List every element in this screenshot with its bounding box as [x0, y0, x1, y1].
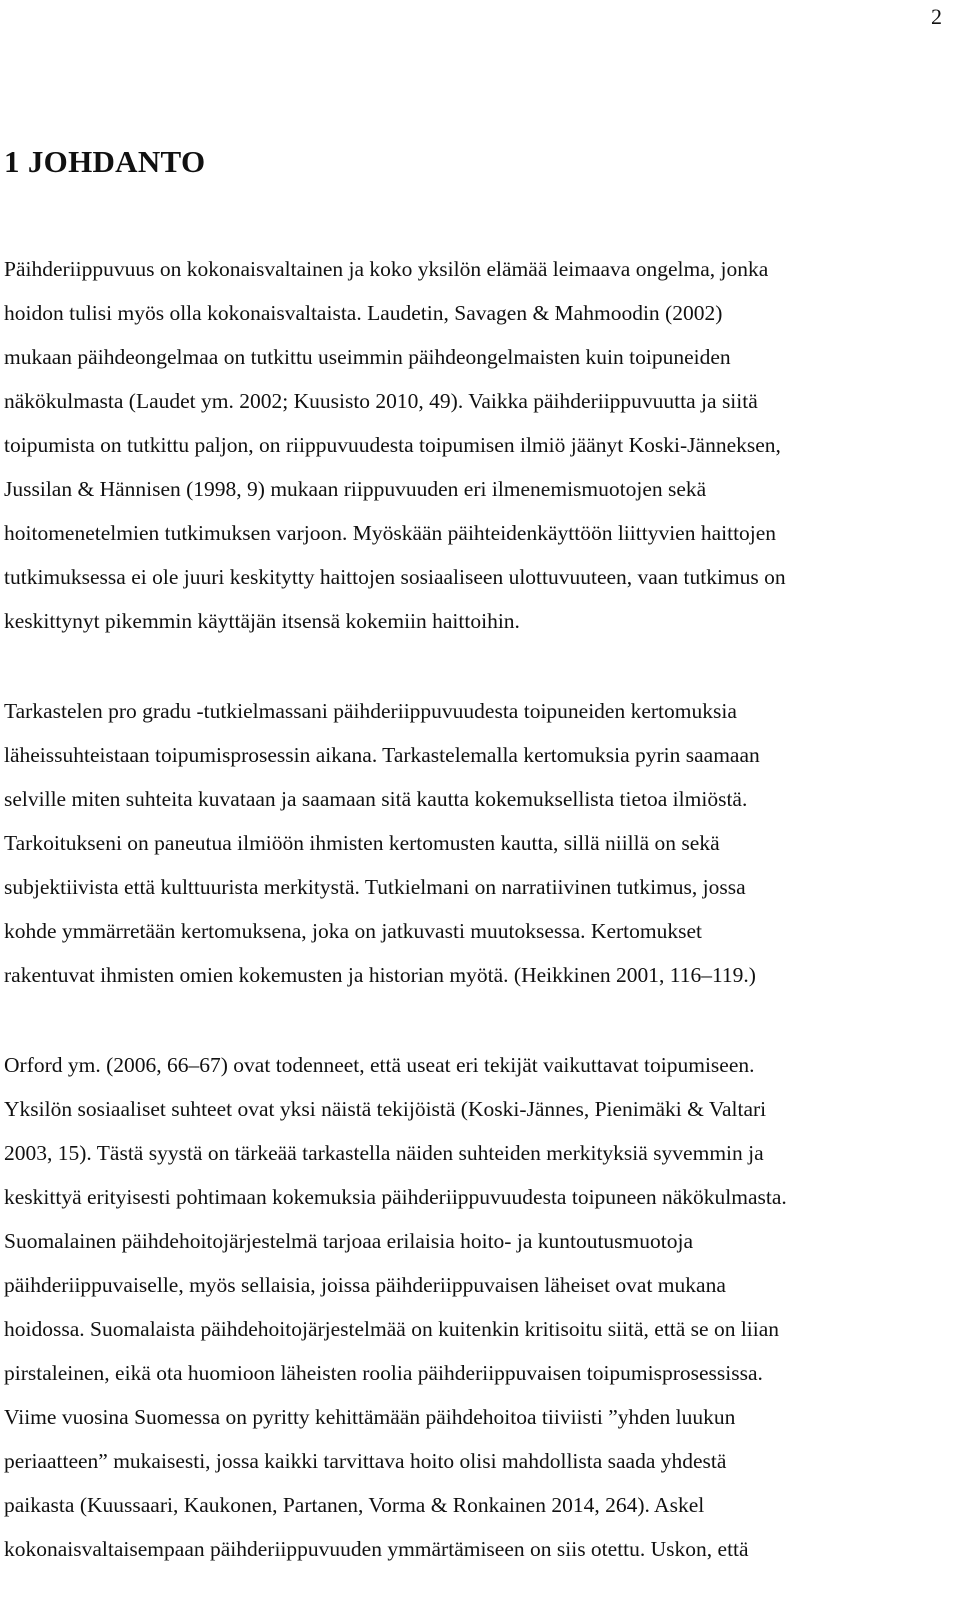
text-line: mukaan päihdeongelmaa on tutkittu useimmin päihdeongelmaisten kuin toipuneiden: [4, 345, 731, 369]
text-line: Orford ym. (2006, 66–67) ovat todenneet, että useat eri tekijät vaikuttavat toipumiseen.: [4, 1053, 755, 1077]
text-line: kohde ymmärretään kertomuksena, joka on jatkuvasti muutoksessa. Kertomukset: [4, 919, 702, 943]
text-line: hoidon tulisi myös olla kokonaisvaltaista. Laudetin, Savagen & Mahmoodin (2002): [4, 301, 723, 325]
text-line: kokonaisvaltaisempaan päihderiippuvuuden ymmärtämiseen on siis otettu. Uskon, että: [4, 1537, 749, 1561]
text-line: Suomalainen päihdehoitojärjestelmä tarjoaa erilaisia hoito- ja kuntoutusmuotoja: [4, 1229, 694, 1253]
text-line: keskittynyt pikemmin käyttäjän itsensä kokemiin haittoihin.: [4, 609, 520, 633]
text-line: läheissuhteistaan toipumisprosessin aikana. Tarkastelemalla kertomuksia pyrin saamaan: [4, 743, 760, 767]
paragraph-1: [4, 247, 909, 643]
text-line: keskittyä erityisesti pohtimaan kokemuksia päihderiippuvuudesta toipuneen näkökulmasta.: [4, 1185, 787, 1209]
paragraph-2: [4, 689, 909, 997]
text-line: Tarkoitukseni on paneutua ilmiöön ihmisten kertomusten kautta, sillä niillä on sekä: [4, 831, 720, 855]
paragraph-3: [4, 1043, 909, 1571]
text-line: periaatteen” mukaisesti, jossa kaikki tarvittava hoito olisi mahdollista saada yhdestä: [4, 1449, 727, 1473]
text-line: 2003, 15). Tästä syystä on tärkeää tarkastella näiden suhteiden merkityksiä syvemmin ja: [4, 1141, 764, 1165]
text-line: hoitomenetelmien tutkimuksen varjoon. Myöskään päihteidenkäyttöön liittyvien haittojen: [4, 521, 777, 545]
text-line: Tarkastelen pro gradu -tutkielmassani päihderiippuvuudesta toipuneiden kertomuksia: [4, 699, 737, 723]
text-line: Päihderiippuvuus on kokonaisvaltainen ja koko yksilön elämää leimaava ongelma, jonka: [4, 257, 769, 281]
text-line: näkökulmasta (Laudet ym. 2002; Kuusisto 2010, 49). Vaikka päihderiippuvuutta ja siitä: [4, 389, 758, 413]
text-line: Yksilön sosiaaliset suhteet ovat yksi näistä tekijöistä (Koski-Jännes, Pienimäki & Valtari: [4, 1097, 767, 1121]
text-line: paikasta (Kuussaari, Kaukonen, Partanen, Vorma & Ronkainen 2014, 264). Askel: [4, 1493, 705, 1517]
text-line: päihderiippuvaiselle, myös sellaisia, joissa päihderiippuvaisen läheiset ovat mukana: [4, 1273, 726, 1297]
text-line: pirstaleinen, eikä ota huomioon läheisten roolia päihderiippuvaisen toipumisprosessissa.: [4, 1361, 763, 1385]
text-line: hoidossa. Suomalaista päihdehoitojärjestelmää on kuitenkin kritisoitu siitä, että se on liian: [4, 1317, 780, 1341]
text-line: toipumista on tutkittu paljon, on riippuvuudesta toipumisen ilmiö jäänyt Koski-Jänneksen,: [4, 433, 781, 457]
chapter-heading: 1 JOHDANTO: [4, 144, 206, 179]
page-number: 2: [931, 4, 942, 29]
text-line: subjektiivista että kulttuurista merkitystä. Tutkielmani on narratiivinen tutkimus, jossa: [4, 875, 746, 899]
text-line: selville miten suhteita kuvataan ja saamaan sitä kautta kokemuksellista tietoa ilmiöstä.: [4, 787, 748, 811]
text-line: tutkimuksessa ei ole juuri keskitytty haittojen sosiaaliseen ulottuvuuteen, vaan tutkimus on: [4, 565, 786, 589]
text-line: Jussilan & Hännisen (1998, 9) mukaan riippuvuuden eri ilmenemismuotojen sekä: [4, 477, 707, 501]
text-line: Viime vuosina Suomessa on pyritty kehittämään päihdehoitoa tiiviisti ”yhden luukun: [4, 1405, 736, 1429]
text-line: rakentuvat ihmisten omien kokemusten ja historian myötä. (Heikkinen 2001, 116–119.): [4, 963, 756, 987]
